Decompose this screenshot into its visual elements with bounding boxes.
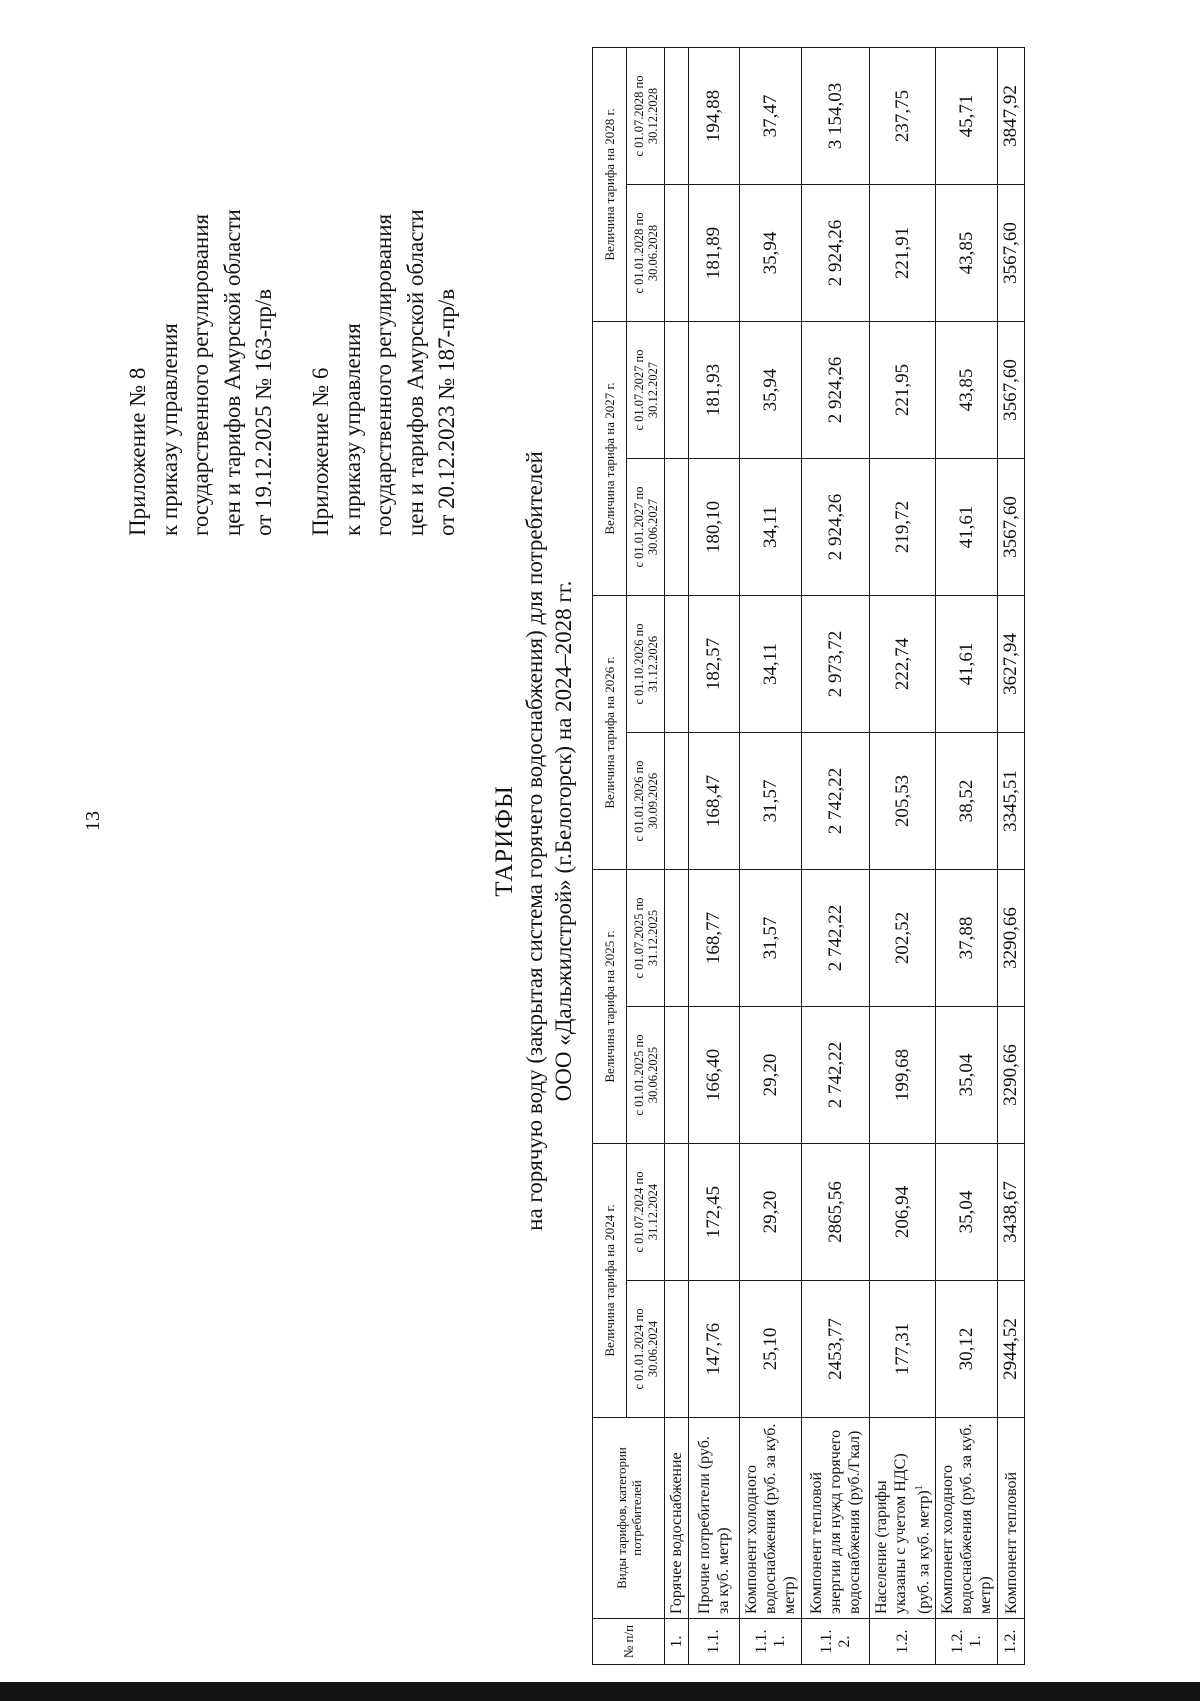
header-year: Величина тарифа на 2026 г. xyxy=(593,596,627,870)
tariff-value: 2453,77 xyxy=(802,1281,870,1418)
header-year: Величина тарифа на 2024 г. xyxy=(593,1144,627,1418)
tariff-value: 2 973,72 xyxy=(802,596,870,733)
tariff-value: 2 742,22 xyxy=(802,870,870,1007)
tariff-value: 45,71 xyxy=(936,48,998,185)
page-number: 13 xyxy=(82,811,104,831)
row-name: Компонент холодного водоснабжения (руб. за куб. метр) xyxy=(740,1418,802,1619)
tariff-value: 177,31 xyxy=(870,1281,936,1418)
table-row xyxy=(802,48,870,1665)
tariff-value: 166,40 xyxy=(689,1007,740,1144)
tariff-value: 30,12 xyxy=(936,1281,998,1418)
tariff-table xyxy=(592,47,1025,1665)
appendix-line: от 19.12.2025 № 163-пр/в xyxy=(251,288,276,536)
tariff-value: 180,10 xyxy=(689,459,740,596)
header-period: с 01.07.2027 по 30.12.2027 xyxy=(627,322,665,459)
tariff-value: 219,72 xyxy=(870,459,936,596)
tariff-value: 205,53 xyxy=(870,733,936,870)
document-title-block xyxy=(490,311,578,1371)
tariff-value: 181,89 xyxy=(689,185,740,322)
tariff-value: 3567,60 xyxy=(998,459,1025,596)
row-number: 1. xyxy=(665,1619,689,1665)
tariff-value: 3290,66 xyxy=(998,1007,1025,1144)
tariff-value: 2944,52 xyxy=(998,1281,1025,1418)
appendix-line: от 20.12.2023 № 187-пр/в xyxy=(434,288,459,536)
header-no: № п/п xyxy=(593,1619,665,1665)
tariff-value: 172,45 xyxy=(689,1144,740,1281)
header-kind: Виды тарифов, категории потребителей xyxy=(593,1418,665,1619)
tariff-value: 2 742,22 xyxy=(802,1007,870,1144)
header-period: с 01.01.2025 по 30.06.2025 xyxy=(627,1007,665,1144)
row-number: 1.2. xyxy=(998,1619,1025,1665)
appendix-line: цен и тарифов Амурской области xyxy=(402,209,428,536)
tariff-value: 35,94 xyxy=(740,322,802,459)
row-name xyxy=(870,1418,936,1619)
tariff-value: 237,75 xyxy=(870,48,936,185)
tariff-value: 168,47 xyxy=(689,733,740,870)
row-number: 1.2. xyxy=(870,1619,936,1665)
row-name: Компонент холодного водоснабжения (руб. за куб. метр) xyxy=(936,1418,998,1619)
tariff-value: 29,20 xyxy=(740,1144,802,1281)
tariff-value: 3345,51 xyxy=(998,733,1025,870)
tariff-value: 37,88 xyxy=(936,870,998,1007)
tariff-value: 147,76 xyxy=(689,1281,740,1418)
tariff-value: 35,04 xyxy=(936,1144,998,1281)
tariff-value: 3290,66 xyxy=(998,870,1025,1007)
tariff-value: 3627,94 xyxy=(998,596,1025,733)
tariff-value: 3847,92 xyxy=(998,48,1025,185)
row-number: 1.1. 1. xyxy=(740,1619,802,1665)
appendix-line: к приказу управления xyxy=(339,323,365,536)
appendix-current xyxy=(122,209,280,536)
footnote-marker: 1 xyxy=(914,1485,925,1491)
appendix-line: Приложение № 6 xyxy=(308,367,333,536)
tariff-value: 3567,60 xyxy=(998,322,1025,459)
row-number: 1.1. 2. xyxy=(802,1619,870,1665)
tariff-value: 2865,56 xyxy=(802,1144,870,1281)
header-period: с 01.01.2027 по 30.06.2027 xyxy=(627,459,665,596)
tariff-value: 199,68 xyxy=(870,1007,936,1144)
tariff-value: 37,47 xyxy=(740,48,802,185)
tariff-value: 31,57 xyxy=(740,870,802,1007)
tariff-value: 2 924,26 xyxy=(802,322,870,459)
tariff-value: 221,91 xyxy=(870,185,936,322)
tariff-value: 38,52 xyxy=(936,733,998,870)
section-label: Горячее водоснабжение xyxy=(665,1418,689,1619)
tariff-value: 41,61 xyxy=(936,459,998,596)
tariff-value: 31,57 xyxy=(740,733,802,870)
header-period: с 01.01.2026 по 30.09.2026 xyxy=(627,733,665,870)
tariff-value: 43,85 xyxy=(936,185,998,322)
table-row xyxy=(870,48,936,1665)
tariff-value: 2 742,22 xyxy=(802,733,870,870)
row-name: Прочие потребители (руб. за куб. метр) xyxy=(689,1418,740,1619)
header-period: с 01.07.2024 по 31.12.2024 xyxy=(627,1144,665,1281)
tariff-value: 181,93 xyxy=(689,322,740,459)
header-period: с 01.07.2025 по 31.12.2025 xyxy=(627,870,665,1007)
tariff-value: 221,95 xyxy=(870,322,936,459)
table-row xyxy=(689,48,740,1665)
tariff-value: 3567,60 xyxy=(998,185,1025,322)
tariff-value: 2 924,26 xyxy=(802,185,870,322)
tariff-value: 34,11 xyxy=(740,459,802,596)
appendix-line: государственного регулирования xyxy=(188,213,213,536)
tariff-value: 168,77 xyxy=(689,870,740,1007)
tariff-value: 3438,67 xyxy=(998,1144,1025,1281)
table-row xyxy=(740,48,802,1665)
header-year: Величина тарифа на 2025 г. xyxy=(593,870,627,1144)
header-period: с 01.01.2028 по 30.06.2028 xyxy=(627,185,665,322)
table-row xyxy=(936,48,998,1665)
tariff-value: 206,94 xyxy=(870,1144,936,1281)
tariff-value: 202,52 xyxy=(870,870,936,1007)
header-period: с 01.07.2028 по 30.12.2028 xyxy=(627,48,665,185)
row-number: 1.1. xyxy=(689,1619,740,1665)
tariff-value: 41,61 xyxy=(936,596,998,733)
tariff-value: 182,57 xyxy=(689,596,740,733)
tariff-value: 35,04 xyxy=(936,1007,998,1144)
header-period: с 01.10.2026 по 31.12.2026 xyxy=(627,596,665,733)
tariff-value: 29,20 xyxy=(740,1007,802,1144)
document-title: ТАРИФЫ xyxy=(491,785,518,897)
row-name-text: Население (тарифы указаны с учетом НДС) (руб. за куб. метр) xyxy=(873,1453,933,1614)
row-number: 1.2. 1. xyxy=(936,1619,998,1665)
header-period: с 01.01.2024 по 30.06.2024 xyxy=(627,1281,665,1418)
table-row xyxy=(998,48,1025,1665)
tariff-value: 222,74 xyxy=(870,596,936,733)
tariff-value: 43,85 xyxy=(936,322,998,459)
appendix-line: к приказу управления xyxy=(156,323,182,536)
tariff-value: 2 924,26 xyxy=(802,459,870,596)
appendix-line: цен и тарифов Амурской области xyxy=(219,209,245,536)
tariff-value: 34,11 xyxy=(740,596,802,733)
appendix-line: Приложение № 8 xyxy=(125,367,150,536)
row-name: Компонент тепловой xyxy=(998,1418,1025,1619)
header-year: Величина тарифа на 2027 г. xyxy=(593,322,627,596)
appendix-previous xyxy=(305,209,463,536)
row-name: Компонент тепловой энергии для нужд горячего водоснабжения (руб./Гкал) xyxy=(802,1418,870,1619)
tariff-value: 35,94 xyxy=(740,185,802,322)
header-year: Величина тарифа на 2028 г. xyxy=(593,48,627,322)
document-subtitle-line2: ООО «Дальжилстрой» (г.Белогорск) на 2024–2028 гг. xyxy=(551,580,576,1102)
table-header-row xyxy=(593,48,627,1665)
document-subtitle-line1: на горячую воду (закрытая система горячего водоснабжения) для потребителей xyxy=(522,451,547,1231)
tariff-value: 194,88 xyxy=(689,48,740,185)
scan-border xyxy=(0,1682,1200,1701)
appendix-line: государственного регулирования xyxy=(371,213,396,536)
table-section-row xyxy=(665,48,689,1665)
tariff-value: 3 154,03 xyxy=(802,48,870,185)
tariff-value: 25,10 xyxy=(740,1281,802,1418)
